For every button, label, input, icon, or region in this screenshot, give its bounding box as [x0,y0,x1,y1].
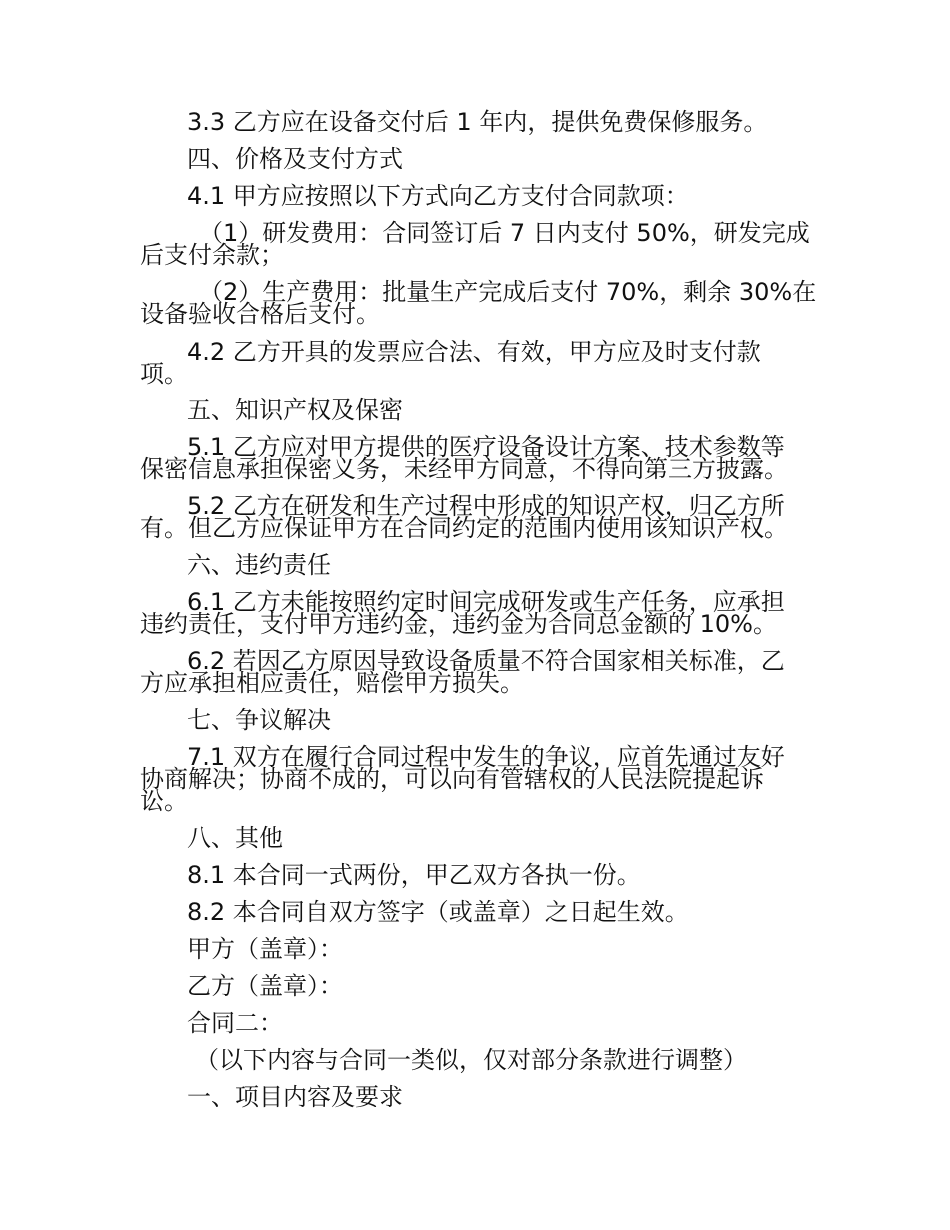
section-heading-8: 八、其他 [187,824,283,852]
clause-7-1-line-1: 7.1 双方在履行合同过程中发生的争议，应首先通过友好 [187,743,785,771]
section-heading-6: 六、违约责任 [187,551,331,579]
party-a-seal: 甲方（盖章）： [187,935,343,963]
clause-7-1-line-3: 讼。 [140,787,188,815]
clause-3-3: 3.3 乙方应在设备交付后 1 年内，提供免费保修服务。 [187,108,768,136]
clause-6-1-line-2: 违约责任，支付甲方违约金，违约金为合同总金额的 10%。 [140,610,777,638]
clause-4-1-item-1-line-1: （1）研发费用：合同签订后 7 日内支付 50%，研发完成 [199,219,810,247]
section-heading-1: 一、项目内容及要求 [187,1083,403,1111]
clause-4-1: 4.1 甲方应按照以下方式向乙方支付合同款项： [187,182,689,210]
section-heading-4: 四、价格及支付方式 [187,145,403,173]
clause-8-2: 8.2 本合同自双方签字（或盖章）之日起生效。 [187,898,689,926]
contract-two-heading: 合同二： [187,1009,283,1037]
party-b-seal: 乙方（盖章）： [187,972,343,1000]
contract-two-note: （以下内容与合同一类似，仅对部分条款进行调整） [195,1046,747,1074]
clause-7-1-line-2: 协商解决；协商不成的，可以向有管辖权的人民法院提起诉 [140,765,764,793]
clause-5-2-line-1: 5.2 乙方在研发和生产过程中形成的知识产权，归乙方所 [187,492,785,520]
clause-6-2-line-1: 6.2 若因乙方原因导致设备质量不符合国家相关标准，乙 [187,647,785,675]
clause-4-1-item-2-line-1: （2）生产费用：批量生产完成后支付 70%，剩余 30%在 [199,278,817,306]
clause-8-1: 8.1 本合同一式两份，甲乙双方各执一份。 [187,861,641,889]
clause-4-2-line-1: 4.2 乙方开具的发票应合法、有效，甲方应及时支付款 [187,338,761,366]
clause-6-1-line-1: 6.1 乙方未能按照约定时间完成研发或生产任务，应承担 [187,588,785,616]
section-heading-7: 七、争议解决 [187,706,331,734]
section-heading-5: 五、知识产权及保密 [187,396,403,424]
clause-5-1-line-2: 保密信息承担保密义务，未经甲方同意，不得向第三方披露。 [140,455,788,483]
clause-4-1-item-1-line-2: 后支付余款； [140,241,284,269]
clause-4-1-item-2-line-2: 设备验收合格后支付。 [140,300,380,328]
clause-5-1-line-1: 5.1 乙方应对甲方提供的医疗设备设计方案、技术参数等 [187,433,785,461]
clause-4-2-line-2: 项。 [140,360,188,388]
clause-5-2-line-2: 有。但乙方应保证甲方在合同约定的范围内使用该知识产权。 [140,514,788,542]
clause-6-2-line-2: 方应承担相应责任，赔偿甲方损失。 [140,669,524,697]
